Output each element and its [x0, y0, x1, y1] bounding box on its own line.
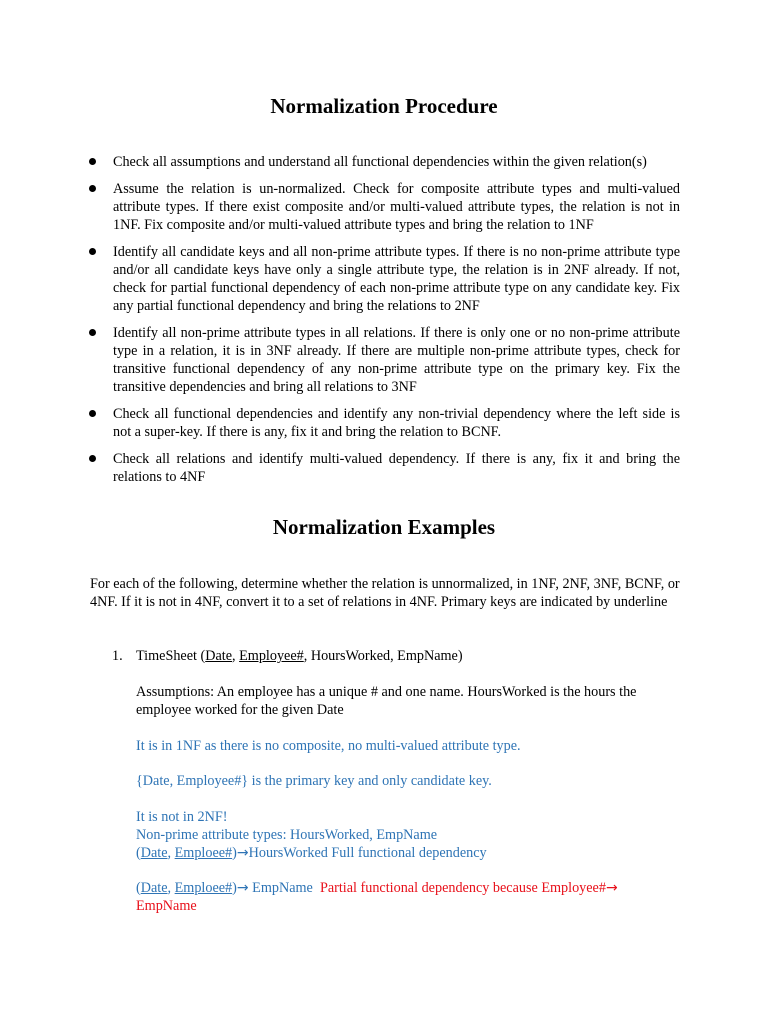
example-number: 1. — [112, 648, 123, 664]
procedure-list — [88, 153, 680, 495]
primary-key-statement: {Date, Employee#} is the primary key and only candidate key. — [136, 773, 492, 789]
procedure-item: Check all assumptions and understand all functional dependencies within the given relation(s) — [88, 153, 680, 171]
procedure-item: Identify all candidate keys and all non-prime attribute types. If there is no non-prime attribute type and/or all candidate keys have only a single attribute type, the relation is in 2NF already. If not, check for partial functional dependency of each non-prime attribute type on any candidate key. Fix any partial functional dependency and bring the relations to 2NF — [88, 243, 680, 315]
arrow-icon: → — [236, 845, 249, 861]
bullet-icon — [89, 185, 96, 192]
procedure-heading: Normalization Procedure — [270, 94, 498, 118]
examples-heading: Normalization Examples — [272, 515, 496, 539]
nf1-statement: It is in 1NF as there is no composite, no multi-valued attribute type. — [136, 738, 521, 754]
bullet-icon — [89, 248, 96, 255]
full-fd-statement: (Date, Emploee#)→HoursWorked Full functional dependency — [136, 845, 487, 861]
partial-fd-statement: (Date, Emploee#)→ EmpName Partial functional dependency because Employee#→ EmpName — [136, 880, 618, 914]
bullet-icon — [89, 158, 96, 165]
bullet-icon — [89, 329, 96, 336]
nonprime-statement: Non-prime attribute types: HoursWorked, EmpName — [136, 827, 438, 843]
example-relation: TimeSheet (Date, Employee#, HoursWorked, EmpName) — [136, 648, 463, 664]
bullet-icon — [89, 410, 96, 417]
procedure-item: Check all functional dependencies and identify any non-trivial dependency where the left side is not a super-key. If there is any, fix it and bring the relation to BCNF. — [88, 405, 680, 441]
bullet-icon — [89, 455, 96, 462]
arrow-icon: → — [605, 880, 618, 896]
not-2nf-statement: It is not in 2NF! — [136, 809, 228, 825]
assumptions-text: Assumptions: An employee has a unique # and one name. HoursWorked is the hours the employee worked for the given Date — [136, 684, 637, 718]
procedure-item: Identify all non-prime attribute types in all relations. If there is only one or no non-prime attribute type in a relation, it is in 3NF already. If there are multiple non-prime attribute types, check for transitive functional dependency of any non-prime attribute type on the primary key. Fix the transitive dependencies and bring all relations to 3NF — [88, 324, 680, 396]
key-employee: Employee# — [239, 648, 304, 664]
procedure-item: Assume the relation is un-normalized. Check for composite attribute types and multi-valued attribute types. If there exist composite and/or multi-valued attribute types, the relation is not in 1NF. Fix composite and/or multi-valued attribute types and bring the relation to 1NF — [88, 180, 680, 234]
examples-intro: For each of the following, determine whether the relation is unnormalized, in 1NF, 2NF, 3NF, BCNF, or 4NF. If it is not in 4NF, convert it to a set of relations in 4NF. Primary keys are indicated by underline — [90, 576, 680, 610]
procedure-item: Check all relations and identify multi-valued dependency. If there is any, fix it and bring the relations to 4NF — [88, 450, 680, 486]
arrow-icon: → — [236, 880, 249, 896]
key-date: Date — [205, 648, 233, 664]
